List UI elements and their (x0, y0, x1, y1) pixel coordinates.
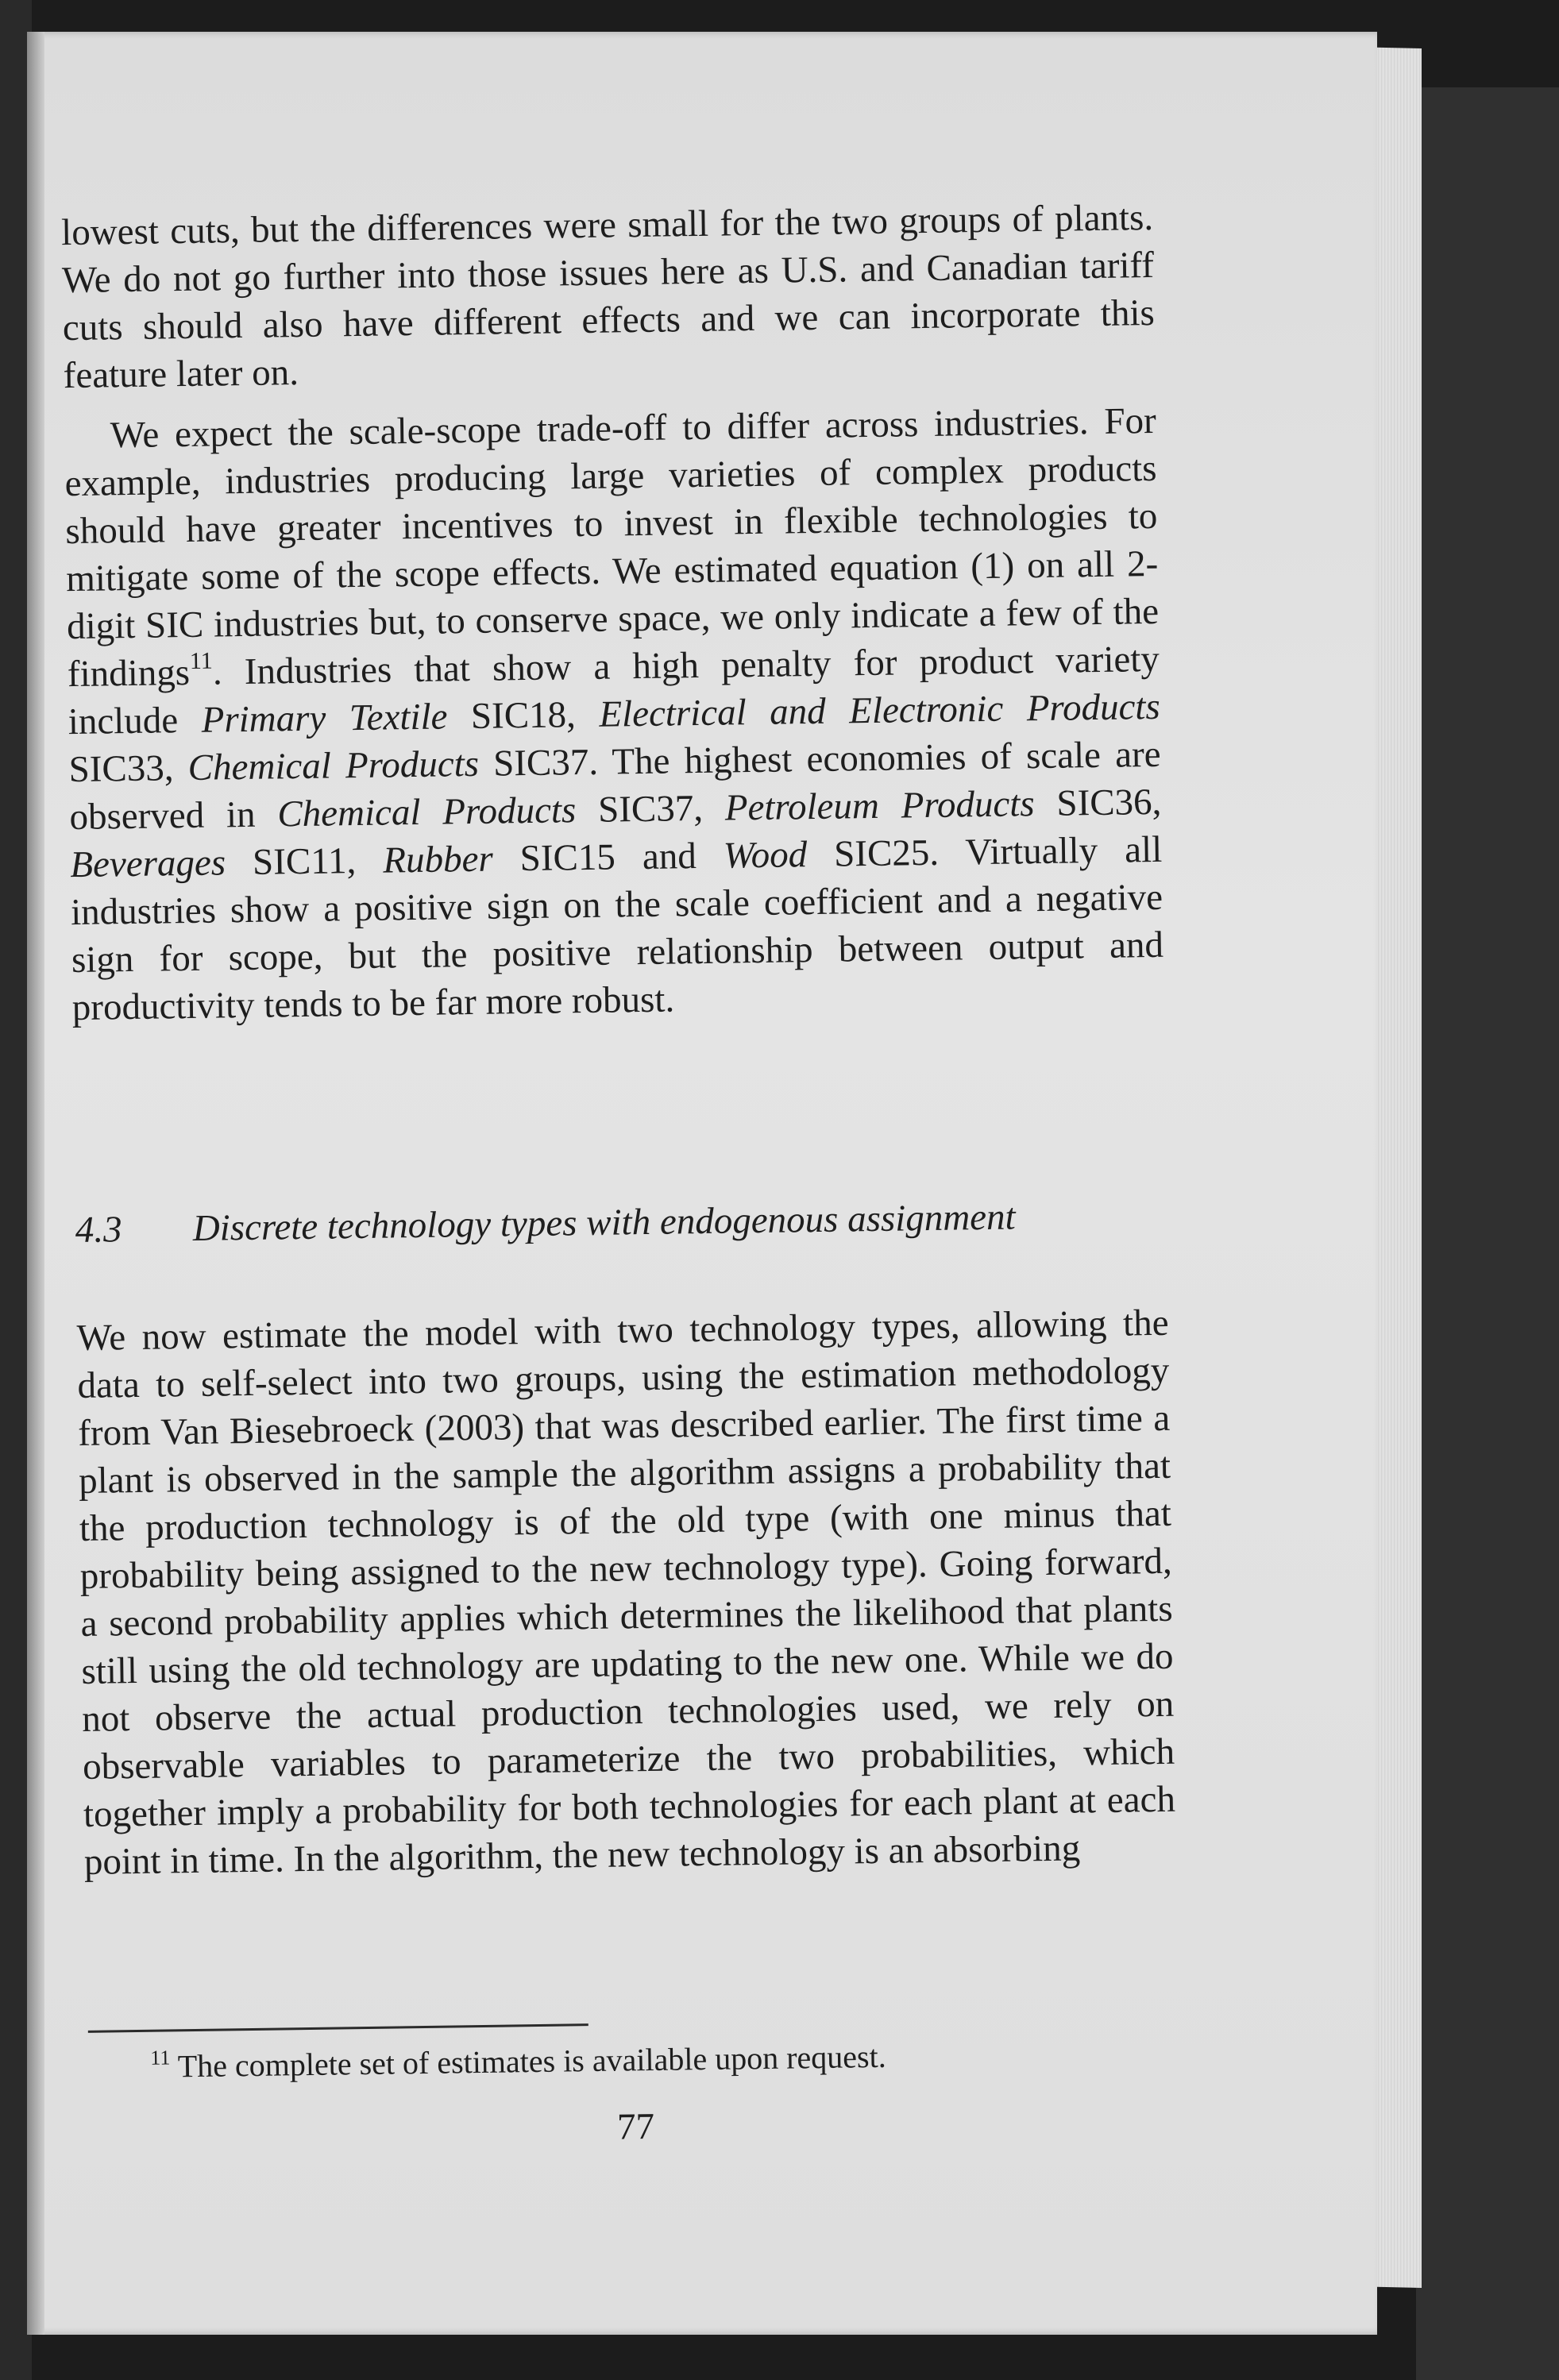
paragraph-2-text: We expect the scale-scope trade-off to differ across industries. For example, industries producing large varieties of complex products should have greater incentives to invest in flexible technologies to mitigate some of the scope effects. We estimated equation (1) on all 2-digit SIC industries but, to conserve space, we only indicate a few of the findings$^{11}$. Industries that show a high penalty for product variety include Primary Textile SIC18, Electrical and Electronic Products SIC33, Chemical Products SIC37. The highest economies of scale are observed in Chemical Products SIC37, Petroleum Products SIC36, Beverages SIC11, Rubber SIC15 and Wood SIC25. Virtually all industries show a positive sign on the scale coefficient and a negative sign for scope, but the positive relationship between output and productivity tends to be far more robust. (64, 399, 1164, 1029)
section-number: 4.3 (75, 1209, 122, 1252)
footnote (150, 2026, 886, 2089)
section-title: Discrete technology types with endogenous assignment (192, 1196, 1016, 1249)
page-content (11, 22, 1393, 2343)
footnote-reference: 11 (189, 647, 213, 674)
footnote-text: The complete set of estimates is available upon request. (177, 2038, 886, 2085)
paragraph-3-text: We now estimate the model with two technology types, allowing the data to self-select into two groups, using the estimation methodology from Van Biesebroeck (2003) that was described earlier. The first time a plant is observed in the sample the algorithm assigns a probability that the production technology is of the old type (with one minus that probability being assigned to the new technology type). Going forward, a second probability applies which determines the likelihood that plants still using the old technology are updating to the new one. While we do not observe the actual production technologies used, we rely on observable variables to parameterize the two probabilities, which together imply a probability for both technologies for each plant at each point in time. In the algorithm, the new technology is an absorbing (76, 1302, 1176, 1883)
footnote-number: 11 (150, 2046, 171, 2069)
book-page (27, 32, 1377, 2335)
paragraph-3 (76, 1299, 1176, 1886)
section-heading (75, 1191, 1167, 1254)
paragraph-2 (64, 397, 1164, 1032)
right-background (1416, 87, 1559, 2380)
paragraph-1 (61, 194, 1156, 399)
page-number: 77 (616, 2105, 655, 2148)
paragraph-1-text: lowest cuts, but the differences were small for the two groups of plants. We do not go further into those issues here as U.S. and Canadian tariff cuts should also have different effects and we can incorporate this feature later on. (60, 196, 1156, 397)
